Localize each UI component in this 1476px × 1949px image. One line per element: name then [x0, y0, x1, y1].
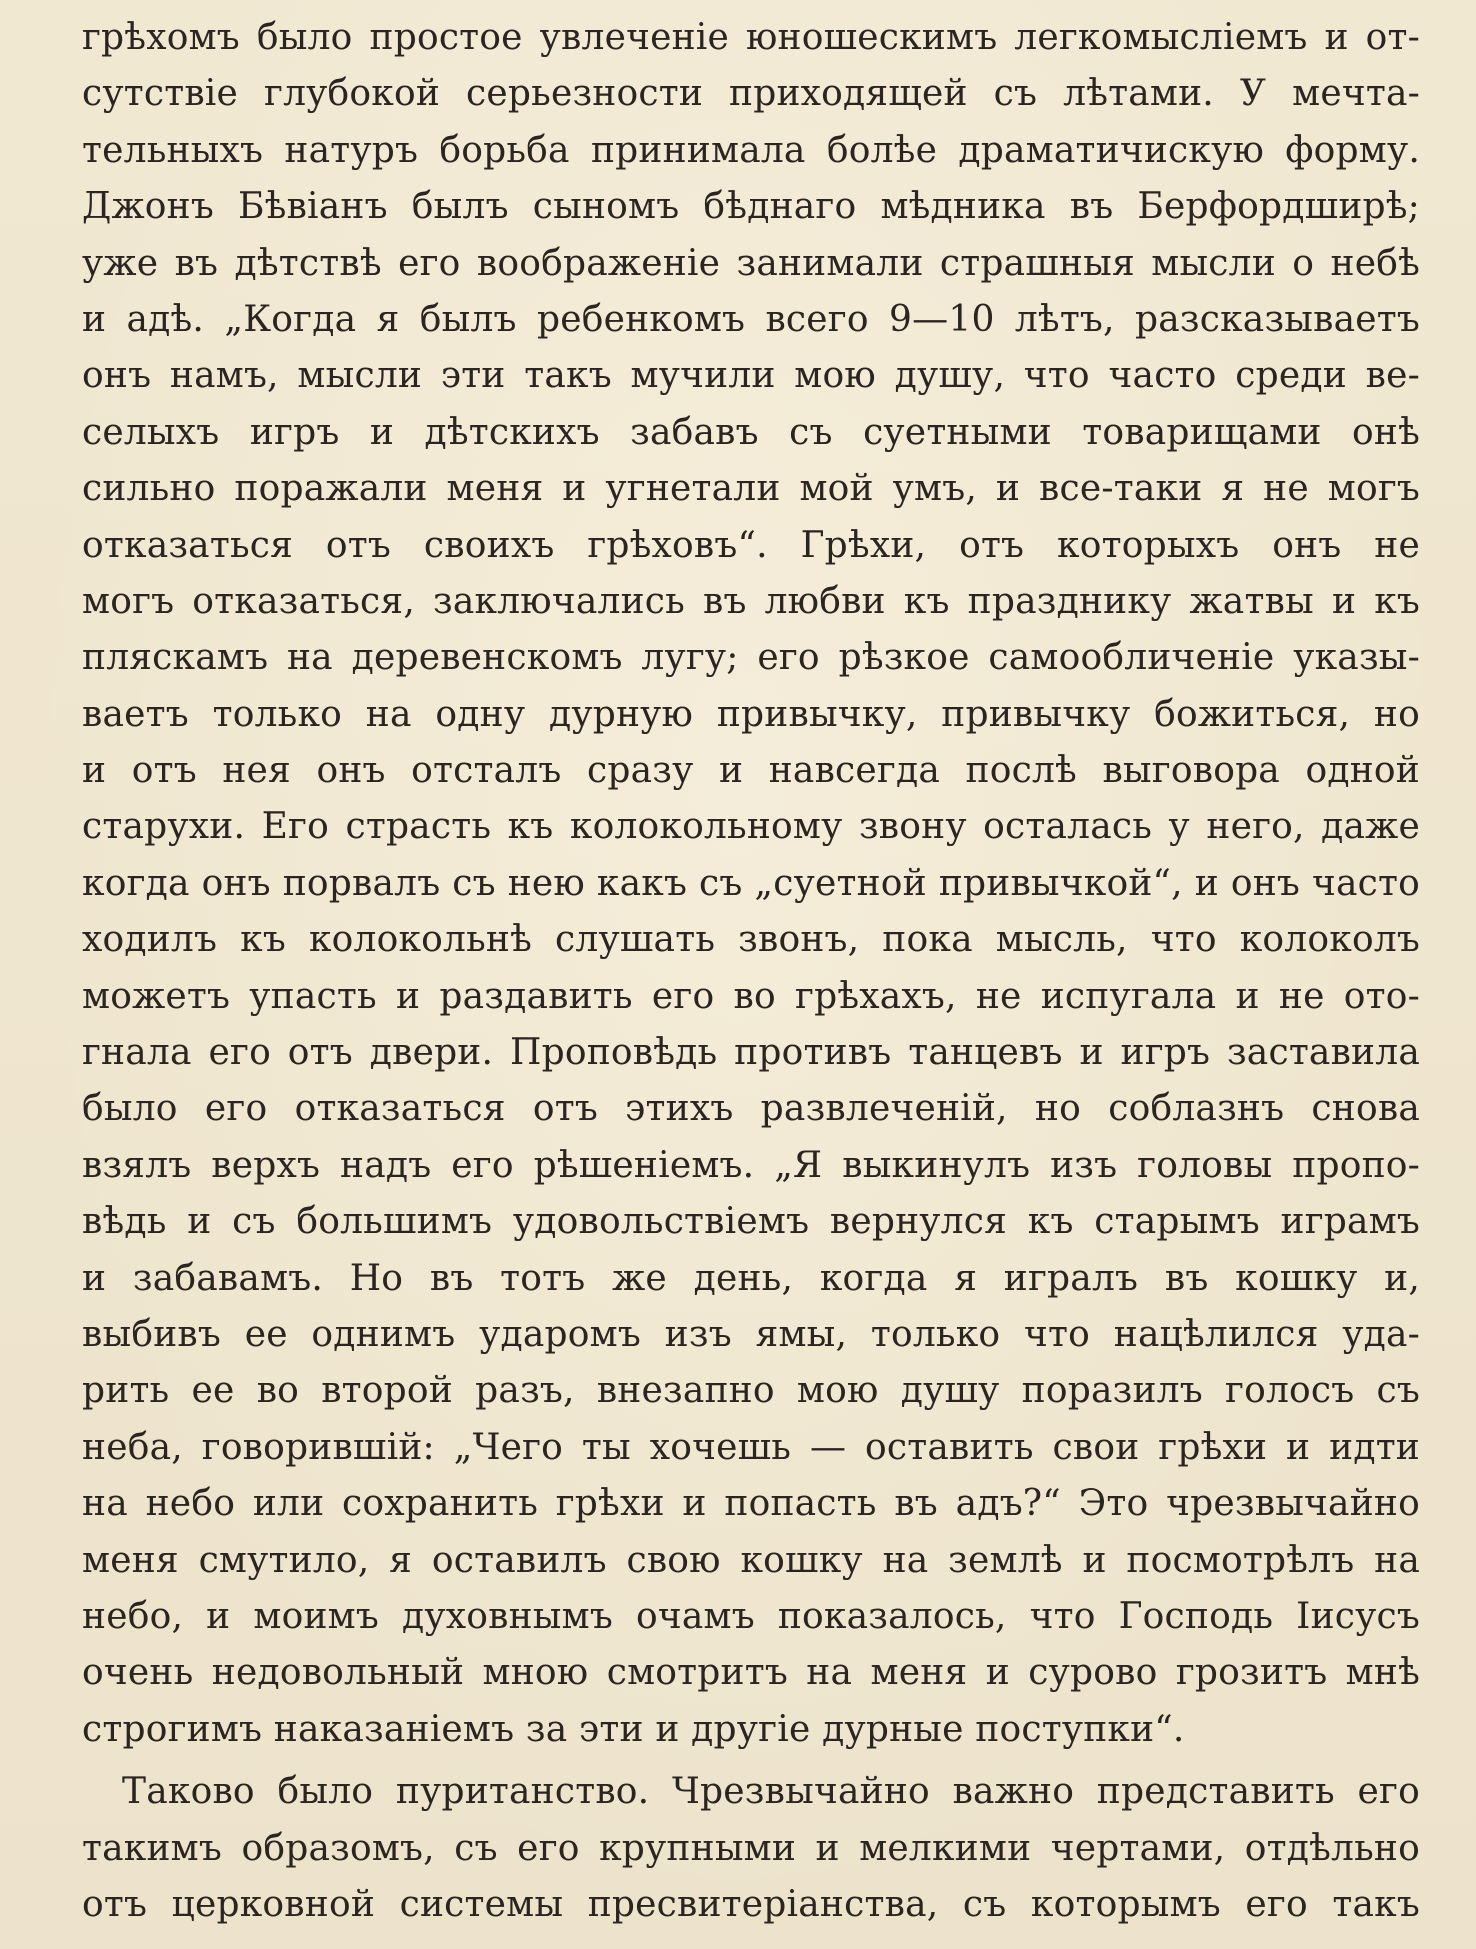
text-line: уже въ дѣтствѣ его воображеніе занимали страшныя мысли о небѣ [82, 242, 1420, 284]
text-line: онъ намъ, мысли эти такъ мучили мою душу, что часто среди ве- [82, 355, 1420, 397]
text-line: тельныхъ натуръ борьба принимала болѣе драматичискую форму. [82, 129, 1420, 171]
text-line: гнала его отъ двери. Проповѣдь противъ танцевъ и игръ заставила [82, 1032, 1420, 1074]
text-line: небо, и моимъ духовнымъ очамъ показалось, что Господь Іисусъ [82, 1595, 1420, 1637]
text-line: на небо или сохранить грѣхи и попасть въ адъ?“ Это чрезвычайно [82, 1483, 1420, 1525]
text-line: Джонъ Бѣвіанъ былъ сыномъ бѣднаго мѣдника въ Берфордширѣ; [82, 186, 1420, 228]
paragraph-2 [82, 1764, 1420, 1933]
text-line: пляскамъ на деревенскомъ лугу; его рѣзкое самообличеніе указы- [82, 637, 1420, 679]
text-line: Таково было пуританство. Чрезвычайно важно представить его [122, 1771, 1420, 1813]
text-line: можетъ упасть и раздавить его во грѣхахъ, не испугала и не ото- [82, 975, 1420, 1017]
text-line: очень недовольный мною смотритъ на меня и сурово грозитъ мнѣ [82, 1652, 1420, 1694]
text-line: грѣхомъ было простое увлеченіе юношескимъ легкомысліемъ и от- [82, 17, 1420, 58]
text-line: такимъ образомъ, съ его крупными и мелкими чертами, отдѣльно [82, 1827, 1420, 1869]
text-line: рить ее во второй разъ, внезапно мою душу поразилъ голосъ съ [82, 1370, 1420, 1412]
text-line: отъ церковной системы пресвитеріанства, съ которымъ его такъ [82, 1883, 1420, 1925]
text-line: и адѣ. „Когда я былъ ребенкомъ всего 9—10 лѣтъ, разсказываетъ [82, 298, 1420, 340]
text-line: старухи. Его страсть къ колокольному звону осталась у него, даже [82, 806, 1420, 848]
text-line: и отъ нея онъ отсталъ сразу и навсегда послѣ выговора одной [82, 750, 1420, 792]
text-line: выбивъ ее однимъ ударомъ изъ ямы, только что нацѣлился уда- [82, 1313, 1420, 1355]
text-line: ходилъ къ колокольнѣ слушать звонъ, пока мысль, что колоколъ [82, 919, 1420, 961]
text-line: неба, говорившій: „Чего ты хочешь — оставить свои грѣхи и идти [82, 1426, 1420, 1468]
text-line: было его отказаться отъ этихъ развлеченій, но соблазнъ снова [82, 1088, 1420, 1130]
text-line: вѣдь и съ большимъ удовольствіемъ вернулся къ старымъ играмъ [82, 1201, 1420, 1243]
text-line: ваетъ только на одну дурную привычку, привычку божиться, но [82, 693, 1420, 735]
text-line: могъ отказаться, заключались въ любви къ празднику жатвы и къ [82, 580, 1420, 622]
text-line: взялъ верхъ надъ его рѣшеніемъ. „Я выкинулъ изъ головы пропо- [82, 1144, 1420, 1186]
text-line: строгимъ наказаніемъ за эти и другіе дурные поступки“. [82, 1708, 1185, 1750]
text-line: сутствіе глубокой серьезности приходящей съ лѣтами. У мечта- [82, 73, 1420, 115]
text-line: сильно поражали меня и угнетали мой умъ, и все-таки я не могъ [82, 468, 1420, 510]
text-line: когда онъ порвалъ съ нею какъ съ „суетной привычкой“, и онъ часто [82, 862, 1420, 904]
text-line: меня смутило, я оставилъ свою кошку на землѣ и посмотрѣлъ на [82, 1539, 1420, 1581]
paragraph-1 [82, 10, 1420, 1758]
page-text [82, 10, 1420, 1933]
text-line: селыхъ игръ и дѣтскихъ забавъ съ суетными товарищами онѣ [82, 411, 1420, 453]
text-line: и забавамъ. Но въ тотъ же день, когда я игралъ въ кошку и, [82, 1257, 1420, 1299]
text-line: отказаться отъ своихъ грѣховъ“. Грѣхи, отъ которыхъ онъ не [82, 524, 1420, 566]
